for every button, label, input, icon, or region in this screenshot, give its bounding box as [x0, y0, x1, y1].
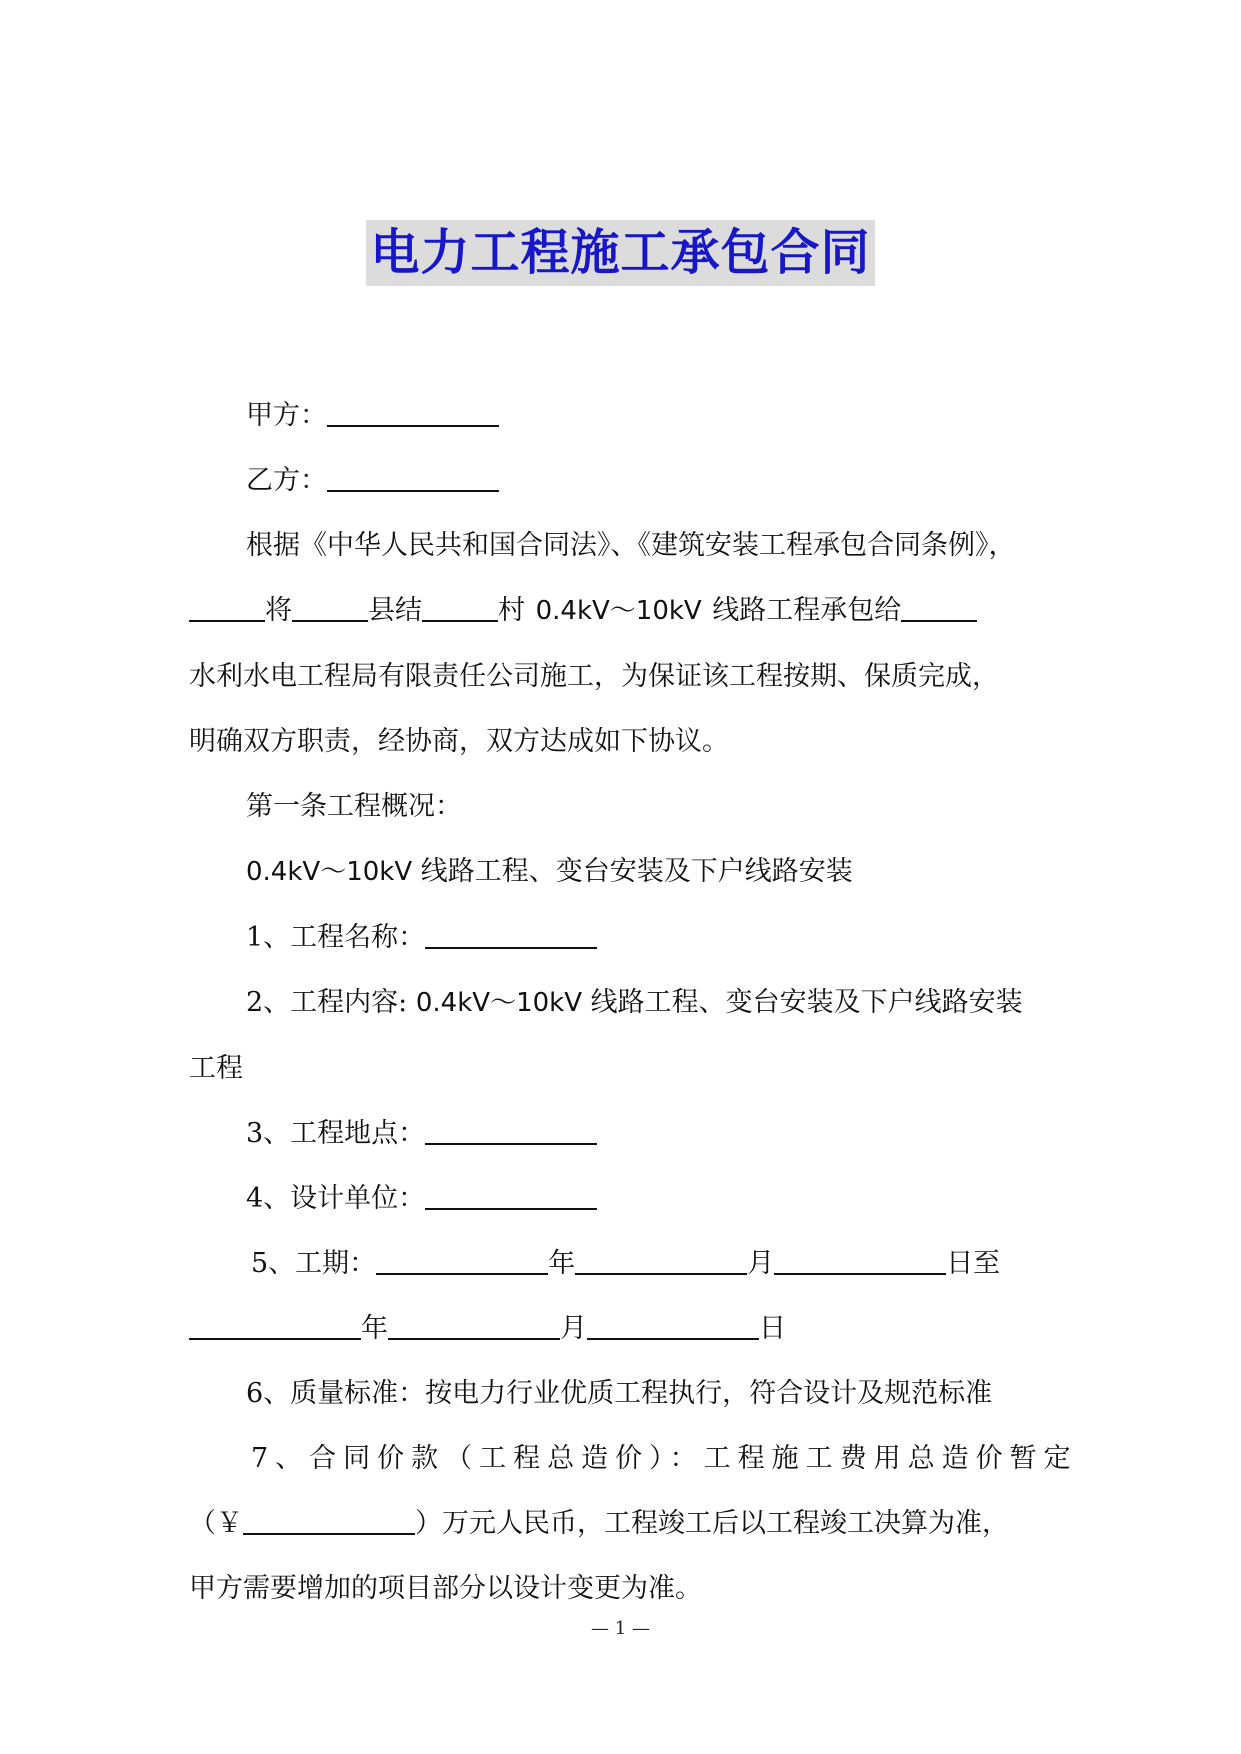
title-container: [0, 220, 1241, 286]
overview-line: [189, 839, 1059, 905]
preamble-line-1: [189, 513, 1059, 578]
item-7-text-1: 7、合同价款（工程总造价）：工程施工费用总造价暂定: [251, 1443, 1078, 1474]
preamble-text-3: 水利水电工程局有限责任公司施工，为保证该工程按期、保质完成，: [189, 661, 999, 692]
item-7-text-3: 甲方需要增加的项目部分以设计变更为准。: [189, 1573, 702, 1604]
party-b-label: 乙方：: [246, 465, 327, 496]
contract-price-blank: [243, 1507, 415, 1535]
item-5: [189, 1231, 1059, 1296]
item-3-blank: [425, 1117, 597, 1145]
overview-spec: 0.4kV～10kV: [246, 857, 413, 887]
item-2-text: 线路工程、变台安装及下户线路安装: [590, 987, 1023, 1018]
text-chengbao: 线路工程承包给: [712, 595, 902, 626]
page-footer: [0, 1618, 1241, 1639]
item-1: [189, 905, 1059, 970]
item-2-cont-text: 工程: [189, 1053, 243, 1084]
text-year-end: 年: [361, 1313, 388, 1344]
item-2: [189, 970, 1059, 1036]
item-1-blank: [425, 921, 597, 949]
item-7: [189, 1426, 1078, 1491]
spec-voltage: 0.4kV～10kV: [535, 596, 702, 626]
item-3-label: 3、工程地点：: [246, 1118, 426, 1149]
text-day-end: 日: [759, 1313, 786, 1344]
end-year-blank: [189, 1312, 361, 1340]
item-5-continuation: [189, 1296, 1059, 1361]
document-title: 电力工程施工承包合同: [366, 220, 874, 286]
text-day-to: 日至: [946, 1248, 1001, 1279]
item-5-label: 5、工期：: [251, 1248, 377, 1279]
item-7-line-2: [189, 1491, 1059, 1556]
article1-heading: [189, 774, 1059, 839]
text-xianjie: 县结: [368, 595, 422, 626]
preamble-line-4: [189, 709, 1059, 774]
party-a-label: 甲方：: [246, 400, 327, 431]
party-a-blank: [327, 399, 499, 427]
party-b-blank: [327, 464, 499, 492]
preamble-text-4: 明确双方职责，经协商，双方达成如下协议。: [189, 726, 729, 757]
text-year: 年: [548, 1248, 576, 1279]
blank-county: [292, 594, 368, 622]
end-month-blank: [388, 1312, 560, 1340]
preamble-text-1: 根据《中华人民共和国合同法》、《建筑安装工程承包合同条例》，: [246, 530, 1016, 561]
text-jiang: 将: [265, 595, 292, 626]
party-b-line: [189, 448, 1059, 513]
item-3: [189, 1101, 1059, 1166]
item-7-line-3: [189, 1556, 1059, 1621]
document-body: [189, 383, 1078, 1621]
preamble-line-3: [189, 644, 1059, 709]
preamble-line-2: [189, 578, 1059, 644]
item-6-text: 6、质量标准：按电力行业优质工程执行，符合设计及规范标准: [246, 1378, 993, 1409]
item-7-open: （￥: [189, 1508, 243, 1539]
blank-village: [422, 594, 498, 622]
item-1-label: 1、工程名称：: [246, 922, 426, 953]
item-2-continuation: [189, 1036, 1059, 1101]
blank-unit: [189, 594, 265, 622]
article1-heading-text: 第一条工程概况：: [246, 791, 462, 822]
text-cun: 村: [498, 595, 525, 626]
item-4: [189, 1166, 1059, 1231]
start-month-blank: [575, 1247, 747, 1275]
overview-text: 线路工程、变台安装及下户线路安装: [420, 856, 853, 887]
party-a-line: [189, 383, 1059, 448]
item-4-blank: [425, 1182, 597, 1210]
text-month: 月: [747, 1248, 775, 1279]
item-4-label: 4、设计单位：: [246, 1183, 426, 1214]
item-6: [189, 1361, 1059, 1426]
page-number: — 1 —: [591, 1618, 650, 1639]
item-2-label: 2、工程内容:: [246, 987, 408, 1018]
text-month-end: 月: [560, 1313, 587, 1344]
end-day-blank: [587, 1312, 759, 1340]
start-day-blank: [774, 1247, 946, 1275]
blank-contractor: [901, 594, 977, 622]
item-7-text-2: ）万元人民币，工程竣工后以工程竣工决算为准，: [415, 1508, 1009, 1539]
item-2-spec: 0.4kV～10kV: [415, 988, 582, 1018]
start-year-blank: [376, 1247, 548, 1275]
